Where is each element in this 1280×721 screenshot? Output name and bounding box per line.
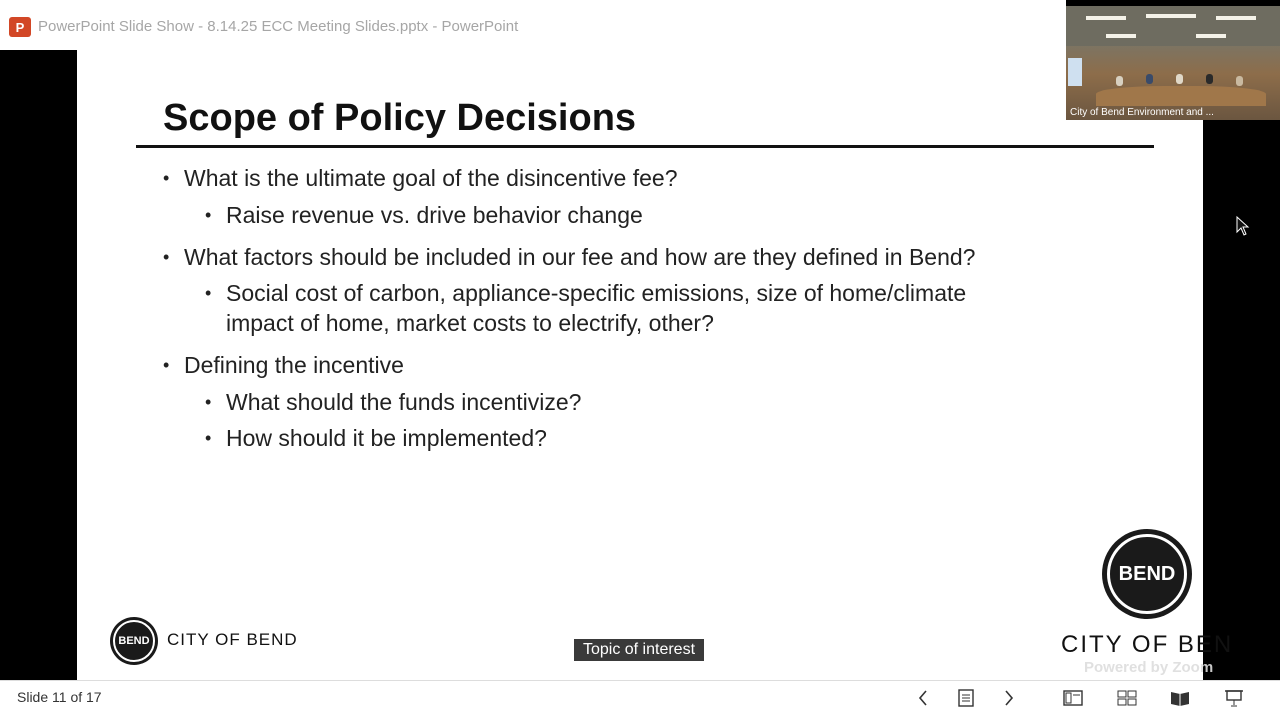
big-logo-text: CITY OF BEN bbox=[1061, 631, 1234, 658]
video-person bbox=[1206, 74, 1213, 84]
bullet-item: • Social cost of carbon, appliance-specific emissions, size of home/climate bbox=[205, 280, 967, 306]
reading-view-icon[interactable] bbox=[1167, 685, 1193, 711]
video-light bbox=[1216, 16, 1256, 20]
window-titlebar bbox=[0, 0, 1066, 50]
bullet-item: • Raise revenue vs. drive behavior change bbox=[205, 202, 643, 228]
next-icon[interactable] bbox=[996, 685, 1022, 711]
video-ceiling bbox=[1066, 6, 1280, 46]
mouse-cursor-icon bbox=[1236, 216, 1250, 241]
bullet-item: • Defining the incentive bbox=[163, 352, 404, 378]
slide-counter: Slide 11 of 17 bbox=[17, 689, 102, 705]
slideshow-icon[interactable] bbox=[1221, 685, 1247, 711]
notes-icon[interactable] bbox=[953, 685, 979, 711]
video-caption: City of Bend Environment and ... bbox=[1070, 107, 1214, 118]
bullet-item: • How should it be implemented? bbox=[205, 425, 547, 451]
slide-title: Scope of Policy Decisions bbox=[163, 97, 637, 139]
video-person bbox=[1146, 74, 1153, 84]
video-person bbox=[1236, 76, 1243, 86]
previous-icon[interactable] bbox=[910, 685, 936, 711]
video-light bbox=[1086, 16, 1126, 20]
bullet-item-continuation: impact of home, market costs to electrify, other? bbox=[226, 310, 714, 336]
city-seal-logo-large: BEND bbox=[1102, 529, 1192, 619]
video-light bbox=[1196, 34, 1226, 38]
footer-logo-text: CITY OF BEND bbox=[167, 630, 298, 649]
statusbar bbox=[0, 680, 1280, 721]
city-seal-logo-small: BEND bbox=[110, 617, 158, 665]
powered-by-watermark: Powered by Zoom bbox=[1084, 659, 1214, 676]
video-screen bbox=[1068, 58, 1082, 86]
title-divider bbox=[136, 145, 1154, 148]
bullet-item: • What should the funds incentivize? bbox=[205, 389, 582, 415]
video-light bbox=[1146, 14, 1196, 18]
video-thumbnail[interactable] bbox=[1066, 6, 1280, 120]
topic-badge: Topic of interest bbox=[574, 639, 704, 661]
normal-view-icon[interactable] bbox=[1060, 685, 1086, 711]
slide-sorter-icon[interactable] bbox=[1114, 685, 1140, 711]
video-person bbox=[1116, 76, 1123, 86]
bullet-item: • What is the ultimate goal of the disincentive fee? bbox=[163, 165, 678, 191]
powerpoint-icon: P bbox=[9, 17, 31, 37]
slide-canvas[interactable] bbox=[77, 47, 1234, 680]
window-title: PowerPoint Slide Show - 8.14.25 ECC Meeting Slides.pptx - PowerPoint bbox=[38, 18, 519, 35]
video-person bbox=[1176, 74, 1183, 84]
video-light bbox=[1106, 34, 1136, 38]
video-dais bbox=[1096, 86, 1266, 106]
bullet-item: • What factors should be included in our fee and how are they defined in Bend? bbox=[163, 244, 976, 270]
